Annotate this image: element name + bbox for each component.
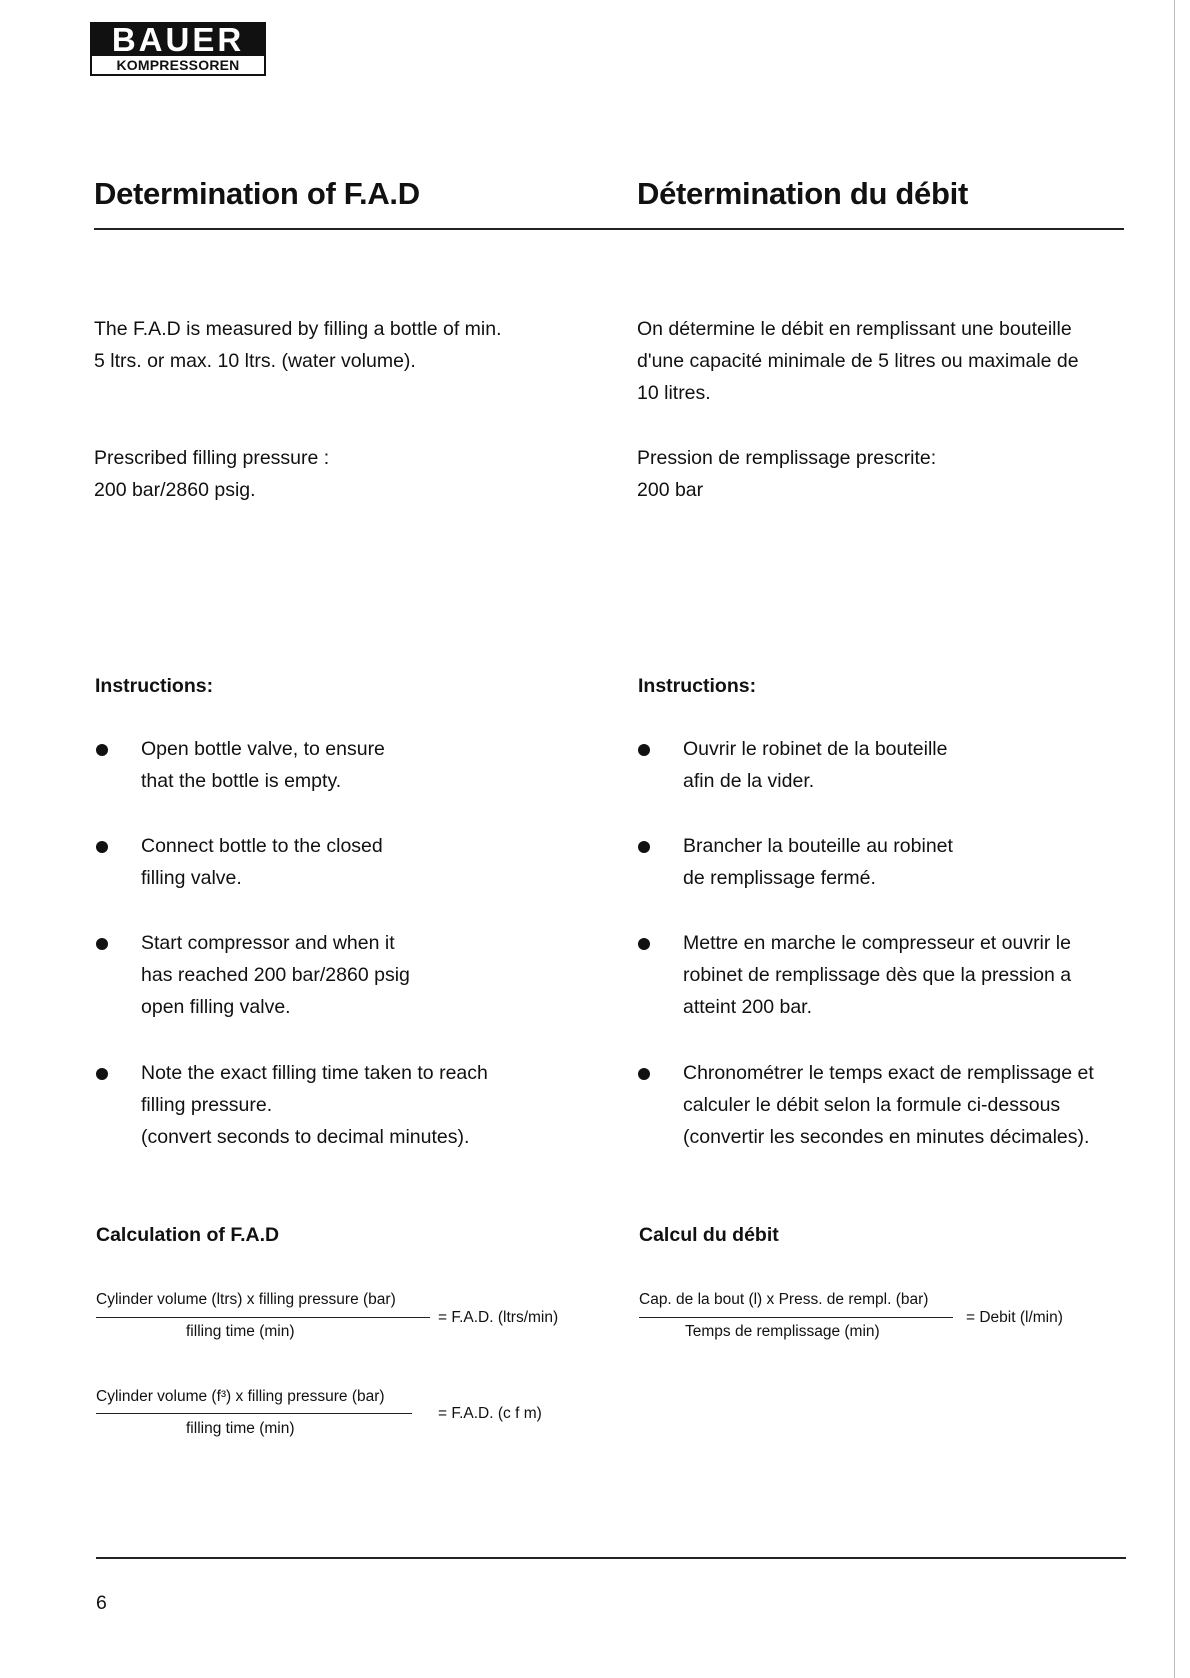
- intro-fr-line: d'une capacité minimale de 5 litres ou maximale de: [637, 350, 1079, 372]
- formula-numerator: Cap. de la bout (l) x Press. de rempl. (bar): [639, 1291, 929, 1308]
- pressure-en: [94, 442, 329, 506]
- formula-numerator: Cylinder volume (f³) x filling pressure (bar): [96, 1388, 385, 1405]
- bullet-icon: [638, 938, 650, 950]
- list-item-line: open filling valve.: [141, 996, 291, 1018]
- logo-wordmark: BAUER: [92, 24, 264, 56]
- list-item-line: that the bottle is empty.: [141, 770, 342, 792]
- list-item-line: Brancher la bouteille au robinet: [683, 835, 953, 857]
- instructions-label-fr: Instructions:: [638, 675, 757, 697]
- intro-fr-line: On détermine le débit en remplissant une bouteille: [637, 318, 1072, 340]
- list-item-line: Connect bottle to the closed: [141, 835, 383, 857]
- list-item-line: de remplissage fermé.: [683, 867, 876, 889]
- fraction-bar: [96, 1317, 430, 1318]
- list-item-line: Start compressor and when it: [141, 932, 395, 954]
- list-item-line: Chronométrer le temps exact de remplissage et: [683, 1062, 1094, 1084]
- list-item-line: afin de la vider.: [683, 770, 815, 792]
- pressure-fr-line: 200 bar: [637, 479, 704, 501]
- list-item: [141, 733, 561, 797]
- calculation-label-en: Calculation of F.A.D: [96, 1224, 280, 1246]
- bullet-icon: [638, 1068, 650, 1080]
- list-item-line: Open bottle valve, to ensure: [141, 738, 385, 760]
- formula-denominator: filling time (min): [186, 1323, 295, 1340]
- footer-divider: [96, 1557, 1126, 1559]
- formula-result: = Debit (l/min): [966, 1309, 1063, 1326]
- formula-result: = F.A.D. (ltrs/min): [438, 1309, 559, 1326]
- pressure-en-line: Prescribed filling pressure :: [94, 447, 330, 469]
- intro-en: [94, 313, 502, 377]
- list-item: [683, 927, 1163, 1023]
- list-item: [141, 830, 561, 894]
- formula-result: = F.A.D. (c f m): [438, 1405, 542, 1422]
- pressure-fr: [637, 442, 936, 506]
- list-item: [141, 1057, 581, 1153]
- list-item-line: (convertir les secondes en minutes décimales).: [683, 1126, 1090, 1148]
- formula-numerator: Cylinder volume (ltrs) x filling pressure (bar): [96, 1291, 396, 1308]
- list-item: [683, 733, 1163, 797]
- logo-subtitle: KOMPRESSOREN: [116, 57, 240, 73]
- title-divider: [94, 228, 1124, 230]
- list-item-line: Ouvrir le robinet de la bouteille: [683, 738, 948, 760]
- list-item-line: calculer le débit selon la formule ci-dessous: [683, 1094, 1061, 1116]
- list-item-line: filling valve.: [141, 867, 242, 889]
- list-item: [141, 927, 561, 1023]
- fraction-bar: [96, 1413, 412, 1414]
- bullet-icon: [96, 938, 108, 950]
- formula-denominator: filling time (min): [186, 1420, 295, 1437]
- intro-fr: [637, 313, 1079, 409]
- intro-en-line: The F.A.D is measured by filling a bottle of min.: [94, 318, 502, 340]
- calculation-label-fr: Calcul du débit: [639, 1224, 779, 1246]
- list-item: [683, 1057, 1163, 1153]
- bullet-icon: [96, 1068, 108, 1080]
- fraction-bar: [639, 1317, 953, 1318]
- pressure-fr-line: Pression de remplissage prescrite:: [637, 447, 937, 469]
- bullet-icon: [96, 841, 108, 853]
- list-item-line: atteint 200 bar.: [683, 996, 813, 1018]
- page-title-fr: Détermination du débit: [637, 176, 968, 211]
- bauer-kompressoren-logo: [90, 22, 266, 76]
- list-item-line: (convert seconds to decimal minutes).: [141, 1126, 470, 1148]
- bullet-icon: [96, 744, 108, 756]
- bullet-icon: [638, 744, 650, 756]
- list-item: [683, 830, 1163, 894]
- intro-en-line: 5 ltrs. or max. 10 ltrs. (water volume).: [94, 350, 416, 372]
- list-item-line: filling pressure.: [141, 1094, 273, 1116]
- page-number: 6: [96, 1592, 107, 1614]
- list-item-line: Note the exact filling time taken to reach: [141, 1062, 488, 1084]
- intro-fr-line: 10 litres.: [637, 382, 711, 404]
- page-title-en: Determination of F.A.D: [94, 176, 420, 211]
- instructions-label-en: Instructions:: [95, 675, 214, 697]
- list-item-line: has reached 200 bar/2860 psig: [141, 964, 410, 986]
- bullet-icon: [638, 841, 650, 853]
- pressure-en-line: 200 bar/2860 psig.: [94, 479, 256, 501]
- list-item-line: Mettre en marche le compresseur et ouvrir le: [683, 932, 1071, 954]
- list-item-line: robinet de remplissage dès que la pression a: [683, 964, 1072, 986]
- scan-edge: [1174, 0, 1175, 1678]
- formula-denominator: Temps de remplissage (min): [685, 1323, 880, 1340]
